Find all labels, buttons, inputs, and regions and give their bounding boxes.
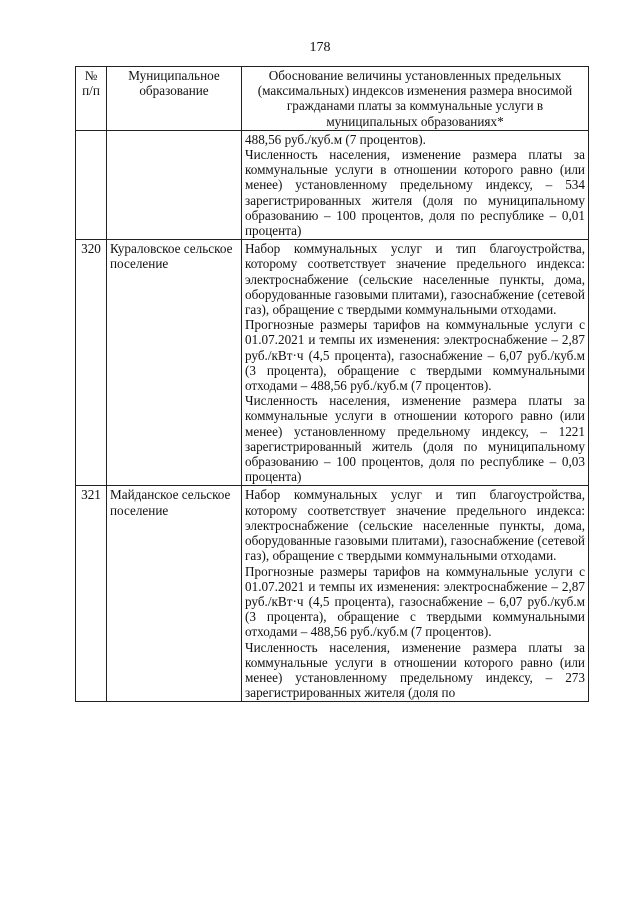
justification-paragraph: Численность населения, изменение размера платы за коммунальные услуги в отношении которого равно (или менее) установленному предельному индексу, – 534 зарегистрированных жителя (доля по муниципальному образованию – 100 процентов, доля по республике – 0,01 процента) (245, 147, 585, 239)
header-number (76, 67, 107, 131)
row-justification (242, 486, 589, 702)
header-number-line: № (84, 68, 98, 83)
justification-paragraph: Численность населения, изменение размера платы за коммунальные услуги в отношении которого равно (или менее) установленному предельному индексу, – 1221 зарегистрированный житель (доля по муниципальному образованию – 100 процентов, доля по республике – 0,03 процента) (245, 393, 585, 485)
justification-paragraph: Набор коммунальных услуг и тип благоустройства, которому соответствует значение предельного индекса: электроснабжение (сельские населенные пункты, дома, оборудованные газовыми плитами), газоснабжение (сетевой газ), обращение с твердыми коммунальными отходами. (245, 241, 585, 318)
page-number: 178 (309, 40, 331, 55)
justification-paragraph: Прогнозные размеры тарифов на коммунальные услуги с 01.07.2021 и темпы их изменения: электроснабжение – 2,87 руб./кВт·ч (4,5 процента), газоснабжение – 6,07 руб./куб.м (3 процента), обращение с твердыми коммунальными отходами – 488,56 руб./куб.м (7 процентов). (245, 563, 585, 640)
row-number: 321 (76, 486, 107, 702)
justification-paragraph: 488,56 руб./куб.м (7 процентов). (245, 131, 426, 147)
row-municipality (107, 130, 242, 239)
table-row (76, 240, 589, 486)
row-number: 320 (76, 240, 107, 486)
justification-paragraph: Численность населения, изменение размера платы за коммунальные услуги в отношении которого равно (или менее) установленному предельному индексу, – 273 зарегистрированных жителя (доля по (245, 639, 585, 701)
header-municipality (107, 67, 242, 131)
table-row (76, 486, 589, 702)
header-number-line: п/п (82, 83, 100, 99)
header-municipality-line: образование (139, 83, 209, 99)
tariff-table (75, 66, 589, 702)
table-body (76, 130, 589, 702)
row-justification (242, 130, 589, 239)
table-header-row (76, 67, 589, 131)
row-municipality: Майданское сельское поселение (107, 486, 242, 702)
row-municipality: Кураловское сельское поселение (107, 240, 242, 486)
header-municipality-line: Муниципальное (128, 68, 220, 83)
header-justification: Обоснование величины установленных предельных (максимальных) индексов изменения размера вносимой гражданами платы за коммунальные услуги в муниципальных образованиях* (242, 67, 589, 131)
row-justification (242, 240, 589, 486)
row-number (76, 130, 107, 239)
justification-paragraph: Прогнозные размеры тарифов на коммунальные услуги с 01.07.2021 и темпы их изменения: электроснабжение – 2,87 руб./кВт·ч (4,5 процента), газоснабжение – 6,07 руб./куб.м (3 процента), обращение с твердыми коммунальными отходами – 488,56 руб./куб.м (7 процентов). (245, 317, 585, 394)
justification-paragraph: Набор коммунальных услуг и тип благоустройства, которому соответствует значение предельного индекса: электроснабжение (сельские населенные пункты, дома, оборудованные газовыми плитами), газоснабжение (сетевой газ), обращение с твердыми коммунальными отходами. (245, 487, 585, 564)
table-row (76, 130, 589, 239)
